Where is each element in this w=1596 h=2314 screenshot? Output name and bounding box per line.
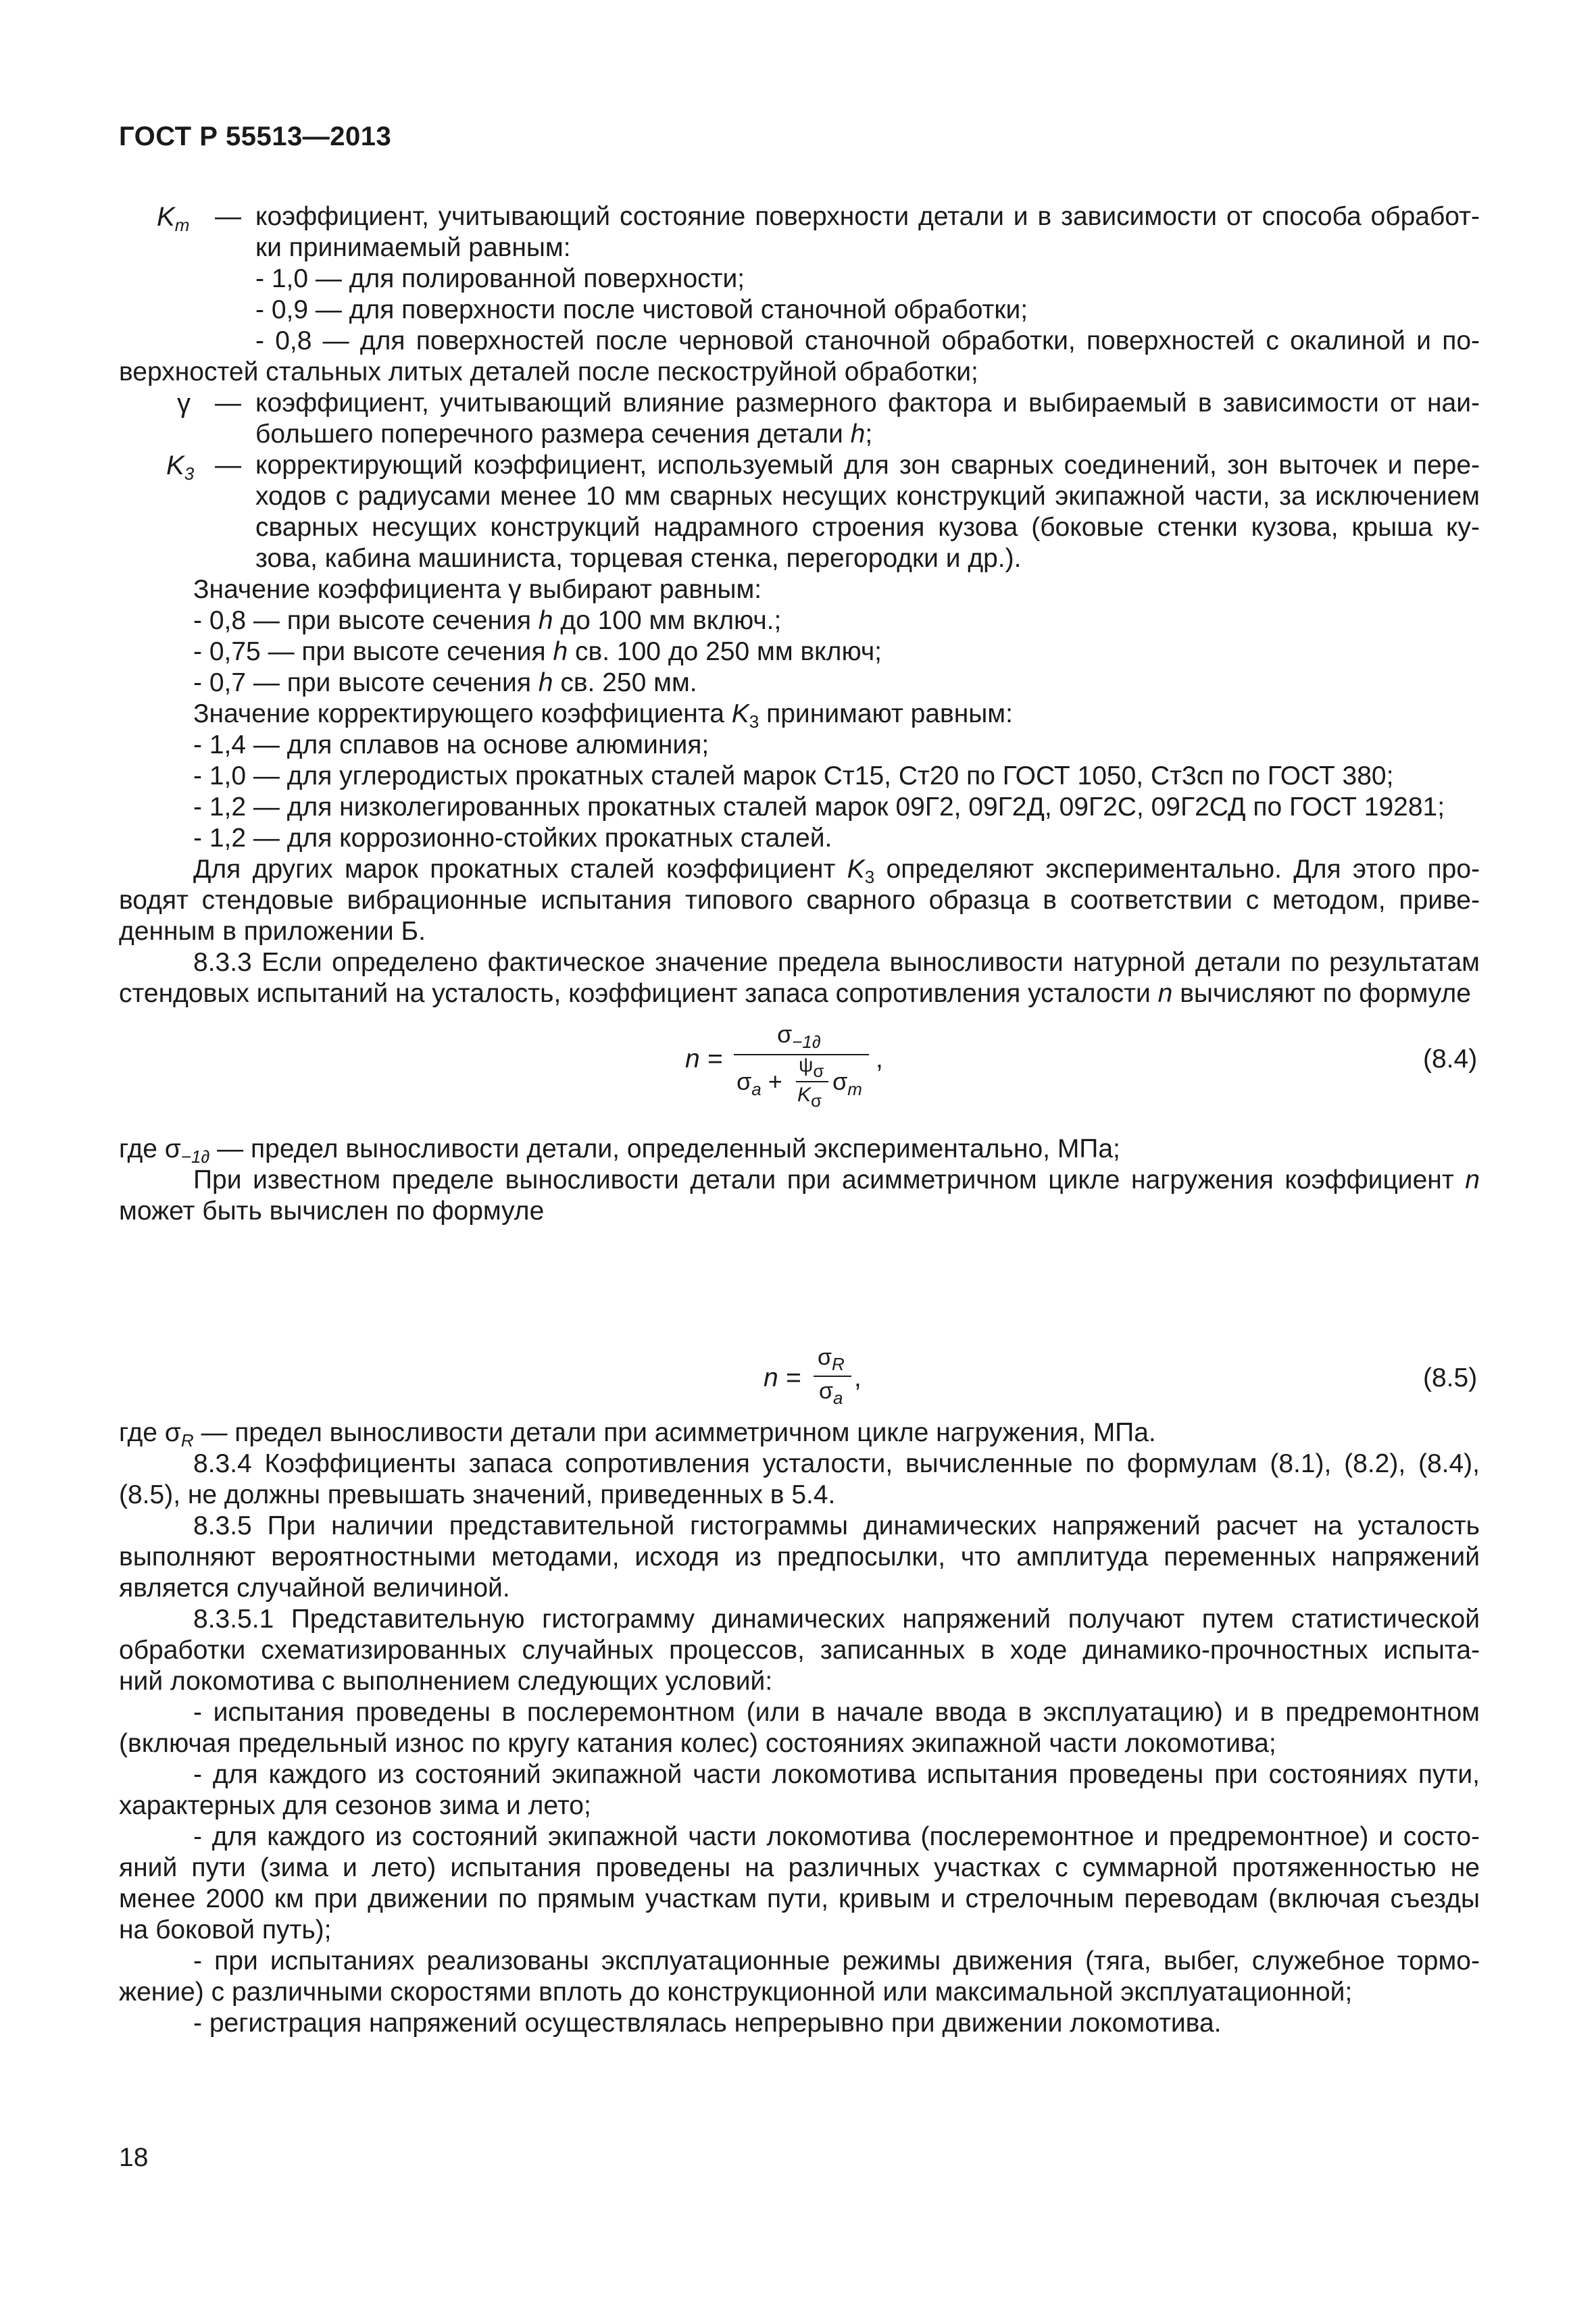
section-8-3-4: (8.5), не должны превышать значений, приведенных в 5.4.	[119, 1480, 836, 1509]
k3-other-paragraph: Для других марок прокатных сталей коэффициент $K_3$ определяют экспериментально. Для этого про-	[193, 855, 1480, 887]
fraction-bar	[796, 1081, 828, 1082]
k3-value-item: - 1,2 — для низколегированных прокатных сталей марок 09Г2, 09Г2Д, 09Г2С, 09Г2СД по ГОСТ 19281;	[193, 793, 1445, 822]
k3-definition-line: сварных несущих конструкций надрамного строения кузова (боковые стенки кузова, крыша ку-	[255, 513, 1480, 542]
psi-numerator: $\psi_\sigma$	[799, 1054, 824, 1081]
condition-item: - при испытаниях реализованы эксплуатационные режимы движения (тяга, выбег, служебное тормо-	[193, 1946, 1480, 1976]
section-8-3-3: 8.3.3 Если определено фактическое значение предела выносливости натурной детали по результатам	[193, 948, 1480, 977]
k3-values-intro: Значение корректирующего коэффициента $K_3$ принимают равным:	[193, 699, 1013, 732]
section-8-3-5-1: 8.3.5.1 Представительную гистограмму динамических напряжений получают путем статистической	[193, 1605, 1480, 1634]
k-sigma-denominator: $K_\sigma$	[797, 1084, 822, 1111]
section-8-3-5-1: ний локомотива с выполнением следующих условий:	[119, 1667, 773, 1696]
condition-item: яний пути (зима и лето) испытания проведены на различных участках с суммарной протяженностью не	[119, 1853, 1480, 1882]
km-value-item: - 0,8 — для поверхностей после черновой станочной обработки, поверхностей с окалиной и по-	[255, 326, 1480, 355]
gamma-value-item: - 0,75 — при высоте сечения h св. 100 до 250 мм включ;	[193, 637, 882, 666]
formula-comma: ,	[876, 1045, 883, 1074]
section-8-3-3: стендовых испытаний на усталость, коэффициент запаса сопротивления усталости n вычисляют по формуле	[119, 979, 1471, 1008]
dash: —	[215, 388, 241, 418]
formula-denominator: $\sigma_a$ +	[737, 1067, 782, 1099]
km-value-item: верхностей стальных литых деталей после пескоструйной обработки;	[119, 357, 978, 386]
formula-8-4-explanation: где $\sigma_{-1\partial}$ — предел выносливости детали, определенный экспериментально, МПа;	[119, 1134, 1120, 1167]
condition-item: на боковой путь);	[119, 1915, 332, 1944]
k3-definition-line: корректирующий коэффициент, используемый для зон сварных соединений, зон выточек и пере-	[255, 451, 1480, 480]
gamma-value-item: - 0,8 — при высоте сечения h до 100 мм включ.;	[193, 606, 782, 635]
dash: —	[215, 202, 241, 231]
formula-numerator: $\sigma_{-1\partial}$	[777, 1020, 821, 1052]
known-limit-paragraph: При известном пределе выносливости детали при асимметричном цикле нагружения коэффициент n	[193, 1165, 1480, 1194]
fraction-bar	[814, 1376, 851, 1377]
formula-lhs: n =	[685, 1045, 723, 1074]
formula-numerator: $\sigma_R$	[818, 1344, 845, 1374]
formula-comma: ,	[854, 1363, 862, 1392]
condition-item: - для каждого из состояний экипажной части локомотива испытания проведены при состояниях пути,	[193, 1760, 1480, 1789]
section-8-3-4: 8.3.4 Коэффициенты запаса сопротивления усталости, вычисленные по формулам (8.1), (8.2), (8.4),	[193, 1449, 1480, 1478]
page-number: 18	[119, 2143, 149, 2172]
symbol-gamma: γ	[177, 388, 191, 418]
k3-value-item: - 1,4 — для сплавов на основе алюминия;	[193, 730, 709, 759]
condition-item: жение) с различными скоростями вплоть до конструкционной или максимальной эксплуатационной;	[119, 1978, 1353, 2007]
document-header: ГОСТ Р 55513—2013	[119, 122, 392, 151]
gamma-value-item: - 0,7 — при высоте сечения h св. 250 мм.	[193, 668, 697, 697]
k3-definition-line: зова, кабина машиниста, торцевая стенка, перегородки и др.).	[255, 544, 1022, 573]
gamma-definition-line: коэффициент, учитывающий влияние размерного фактора и выбираемый в зависимости от наи-	[255, 388, 1480, 418]
gamma-values-intro: Значение коэффициента γ выбирают равным:	[193, 575, 762, 604]
dash: —	[215, 451, 241, 480]
km-definition-line: коэффициент, учитывающий состояние поверхности детали и в зависимости от способа обработ-	[255, 202, 1480, 231]
section-8-3-5: 8.3.5 При наличии представительной гистограммы динамических напряжений расчет на усталость	[193, 1511, 1480, 1540]
k3-other-paragraph: денным в приложении Б.	[119, 917, 426, 946]
k3-definition-line: ходов с радиусами менее 10 мм сварных несущих конструкций экипажной части, за исключением	[255, 482, 1480, 511]
condition-item: характерных для сезонов зима и лето;	[119, 1791, 591, 1820]
section-8-3-5: является случайной величиной.	[119, 1574, 510, 1603]
gamma-definition-line: большего поперечного размера сечения детали h;	[255, 420, 873, 449]
equation-number: (8.5)	[1423, 1363, 1478, 1392]
section-8-3-5-1: обработки схематизированных случайных процессов, записанных в ходе динамико-прочностных испыта-	[119, 1636, 1480, 1665]
symbol-k3: $K_3$	[166, 451, 195, 484]
symbol-km: $K_m$	[157, 202, 190, 235]
condition-item: - испытания проведены в послеремонтном (или в начале ввода в эксплуатацию) и в предремонтном	[193, 1698, 1480, 1727]
section-8-3-5: выполняют вероятностными методами, исходя из предпосылки, что амплитуда переменных напряжений	[119, 1542, 1480, 1571]
equation-number: (8.4)	[1423, 1045, 1478, 1074]
k3-value-item: - 1,2 — для коррозионно-стойких прокатных сталей.	[193, 824, 832, 853]
formula-lhs: n =	[764, 1363, 801, 1392]
formula-8-5-explanation: где $\sigma_R$ — предел выносливости детали при асимметричном цикле нагружения, МПа.	[119, 1418, 1156, 1451]
km-value-item: - 0,9 — для поверхности после чистовой станочной обработки;	[255, 295, 1028, 324]
condition-item: (включая предельный износ по кругу катания колес) состояниях экипажной части локомотива;	[119, 1729, 1276, 1758]
condition-item: менее 2000 км при движении по прямым участкам пути, кривым и стрелочным переводам (включая съезды	[119, 1884, 1480, 1913]
sigma-m: $\sigma_m$	[832, 1067, 862, 1099]
km-value-item: - 1,0 — для полированной поверхности;	[255, 264, 745, 293]
km-definition-line: ки принимаемый равным:	[255, 233, 571, 262]
k3-other-paragraph: водят стендовые вибрационные испытания типового сварного образца в соответствии с методом, приве-	[119, 886, 1480, 915]
known-limit-paragraph: может быть вычислен по формуле	[119, 1197, 545, 1226]
k3-value-item: - 1,0 — для углеродистых прокатных сталей марок Ст15, Ст20 по ГОСТ 1050, Ст3сп по ГОСТ 380;	[193, 761, 1394, 790]
condition-item: - для каждого из состояний экипажной части локомотива (послеремонтное и предремонтное) и состо-	[193, 1822, 1480, 1851]
condition-item: - регистрация напряжений осуществлялась непрерывно при движении локомотива.	[193, 2009, 1222, 2038]
formula-denominator: $\sigma_a$	[819, 1378, 843, 1408]
